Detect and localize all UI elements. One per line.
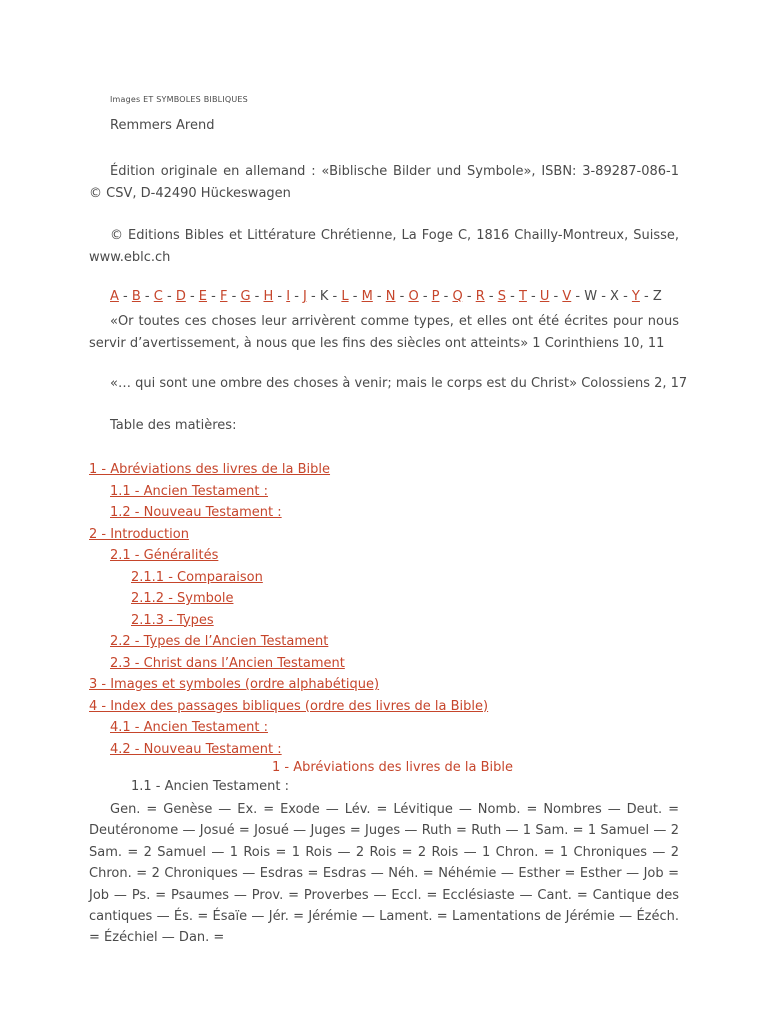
alphabet-separator: - — [418, 289, 432, 304]
section-heading: 1 - Abréviations des livres de la Bible — [272, 760, 514, 775]
alphabet-letter-l[interactable]: L — [341, 289, 349, 304]
toc-link[interactable]: 2.1 - Généralités — [110, 548, 219, 563]
alphabet-letter-z: Z — [652, 289, 662, 304]
toc-link[interactable]: 2.3 - Christ dans l’Ancien Testament — [110, 655, 345, 671]
alphabet-letter-m[interactable]: M — [361, 289, 373, 304]
alphabet-letter-o[interactable]: O — [408, 289, 419, 304]
toc-link[interactable]: 1.2 - Nouveau Testament : — [110, 505, 282, 520]
alphabet-letter-w: W — [584, 289, 598, 304]
alphabet-letter-u[interactable]: U — [539, 289, 550, 304]
alphabet-separator: - — [395, 289, 409, 304]
toc-link[interactable]: 2.1.1 - Comparaison — [131, 569, 263, 585]
alphabet-letter-g[interactable]: G — [240, 289, 251, 304]
alphabet-letter-k: K — [319, 289, 329, 304]
alphabet-separator: - — [140, 289, 154, 304]
alphabet-index — [110, 289, 662, 304]
alphabet-separator: - — [328, 289, 342, 304]
alphabet-letter-n[interactable]: N — [385, 289, 396, 304]
alphabet-letter-i[interactable]: I — [286, 289, 291, 304]
alphabet-separator: - — [273, 289, 287, 304]
alphabet-separator: - — [597, 289, 611, 304]
toc-link[interactable]: 2 - Introduction — [89, 526, 189, 542]
toc-title: Table des matières: — [110, 418, 237, 433]
alphabet-separator: - — [348, 289, 362, 304]
alphabet-letter-y[interactable]: Y — [631, 289, 640, 304]
alphabet-separator: - — [526, 289, 540, 304]
toc-link[interactable]: 2.2 - Types de l’Ancien Testament — [110, 634, 329, 649]
alphabet-separator: - — [162, 289, 176, 304]
alphabet-separator: - — [571, 289, 585, 304]
alphabet-letter-x: X — [610, 289, 619, 304]
alphabet-letter-s[interactable]: S — [497, 289, 506, 304]
alphabet-letter-f[interactable]: F — [219, 289, 228, 304]
abbreviations-list: Gen. = Genèse — Ex. = Exode — Lév. = Lévitique — Nomb. = Nombres — Deut. = Deutéronome — Josué = Josué — Juges = Juges — Ruth = Ruth — 1 Sam. = 1 Samuel — 2 Sam. = 2 Samuel — 1 Rois = 1 Rois — 2 Rois = 2 Rois — 1 Chron. = 1 Chroniques — 2 Chron. = 2 Chroniques — Esdras = Esdras — Néh. = Néhémie — Esther = Esther — Job = Job — Ps. = Psaumes — Prov. = Proverbes — Eccl. = Ecclésiaste — Cant. = Cantique des cantiques — És. = Ésaïe — Jér. = Jérémie — Lament. = Lamentations de Jérémie — Ézéch. = Ézéchiel — Dan. = — [89, 802, 679, 946]
alphabet-separator: - — [618, 289, 632, 304]
toc-link[interactable]: 4 - Index des passages bibliques (ordre des livres de la Bible) — [89, 698, 489, 714]
document-header: Images ET SYMBOLES BIBLIQUES — [110, 95, 248, 104]
edition-note: Édition originale en allemand : «Biblische Bilder und Symbole», ISBN: 3-89287-086-1 © CSV, D-42490 Hückeswagen — [89, 164, 679, 201]
toc-link[interactable]: 4.2 - Nouveau Testament : — [110, 741, 282, 757]
alphabet-separator: - — [227, 289, 241, 304]
alphabet-letter-a[interactable]: A — [110, 289, 119, 304]
alphabet-separator: - — [250, 289, 264, 304]
alphabet-separator: - — [484, 289, 498, 304]
alphabet-separator: - — [290, 289, 304, 304]
alphabet-separator: - — [639, 289, 653, 304]
alphabet-letter-e[interactable]: E — [198, 289, 208, 304]
alphabet-separator: - — [306, 289, 320, 304]
alphabet-separator: - — [462, 289, 476, 304]
alphabet-separator: - — [118, 289, 132, 304]
subsection-heading: 1.1 - Ancien Testament : — [131, 779, 289, 794]
alphabet-separator: - — [372, 289, 386, 304]
alphabet-separator: - — [207, 289, 220, 304]
toc-link[interactable]: 1 - Abréviations des livres de la Bible — [89, 462, 331, 477]
toc-link[interactable]: 4.1 - Ancien Testament : — [110, 720, 268, 735]
alphabet-letter-h[interactable]: H — [263, 289, 274, 304]
alphabet-letter-t[interactable]: T — [518, 289, 527, 304]
author-name: Remmers Arend — [110, 118, 215, 133]
alphabet-letter-p[interactable]: P — [431, 289, 440, 304]
toc-link[interactable]: 3 - Images et symboles (ordre alphabétique) — [89, 677, 380, 692]
alphabet-letter-j[interactable]: J — [303, 289, 307, 304]
toc-link[interactable]: 1.1 - Ancien Testament : — [110, 483, 268, 499]
alphabet-letter-d[interactable]: D — [175, 289, 186, 304]
toc-link[interactable]: 2.1.2 - Symbole — [131, 591, 234, 606]
alphabet-separator: - — [549, 289, 563, 304]
alphabet-separator: - — [439, 289, 453, 304]
alphabet-letter-b[interactable]: B — [131, 289, 141, 304]
alphabet-letter-q[interactable]: Q — [452, 289, 463, 304]
alphabet-letter-v[interactable]: V — [562, 289, 572, 304]
publisher-note — [89, 225, 679, 268]
publisher-text: © Editions Bibles et Littérature Chrétienne, La Foge C, 1816 Chailly-Montreux, Suisse, www.eblc.ch — [89, 228, 679, 265]
alphabet-letter-r[interactable]: R — [475, 289, 485, 304]
quote-colossians: «… qui sont une ombre des choses à venir; mais le corps est du Christ» Colossiens 2, 17 — [110, 376, 688, 391]
quote-corinthians: «Or toutes ces choses leur arrivèrent comme types, et elles ont été écrites pour nous servir d’avertissement, à nous que les fins des siècles ont atteints» 1 Corinthiens 10, 11 — [89, 314, 679, 351]
alphabet-letter-c[interactable]: C — [153, 289, 163, 304]
toc-link[interactable]: 2.1.3 - Types — [131, 612, 214, 628]
alphabet-separator: - — [185, 289, 199, 304]
alphabet-separator: - — [505, 289, 519, 304]
